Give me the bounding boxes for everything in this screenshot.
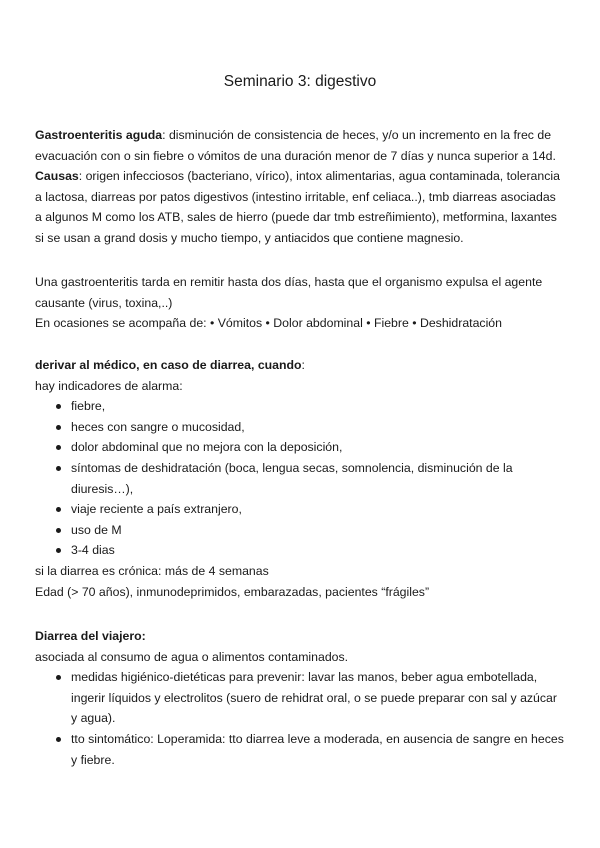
list-item: heces con sangre o mucosidad, (35, 417, 565, 438)
causes-paragraph (35, 166, 565, 248)
gastroenteritis-definition (35, 125, 565, 166)
traveler-intro: asociada al consumo de agua o alimentos contaminados. (35, 649, 349, 664)
gastroenteritis-heading: Gastroenteritis aguda (35, 128, 163, 142)
list-item: tto sintomático: Loperamida: tto diarrea leve a moderada, en ausencia de sangre en heces y fiebre. (35, 729, 565, 770)
refer-heading: derivar al médico, en caso de diarrea, cuando (35, 358, 302, 372)
refer-heading-line (35, 355, 565, 376)
gastroenteritis-section (35, 125, 565, 249)
alarm-list (35, 396, 565, 561)
list-item: medidas higiénico-dietéticas para prevenir: lavar las manos, beber agua embotellada, ingerir líquidos y electrolitos (suero de rehidrat oral, o se puede preparar con sal y azúcar y agua). (35, 667, 565, 729)
refer-section (35, 355, 565, 602)
risk-groups-note: Edad (> 70 años), inmunodeprimidos, embarazadas, pacientes “frágiles” (35, 584, 430, 599)
gastroenteritis-text: : disminución de consistencia de heces, y/o un incremento en la frec de evacuación con o sin fiebre o vómitos de una duración menor de 7 días y nunca superior a 14d. (35, 128, 556, 163)
refer-heading-suffix: : (301, 358, 305, 372)
page-title: Seminario 3: digestivo (223, 73, 377, 90)
list-item: síntomas de deshidratación (boca, lengua secas, somnolencia, disminución de la diuresis…), (35, 458, 565, 499)
symptoms-paragraph: En ocasiones se acompaña de: • Vómitos • Dolor abdominal • Fiebre • Deshidratación (35, 316, 502, 331)
list-item: 3-4 dias (35, 540, 565, 561)
traveler-heading: Diarrea del viajero: (35, 629, 146, 643)
remission-paragraph: Una gastroenteritis tarda en remitir hasta dos días, hasta que el organismo expulsa el agente causante (virus, toxina,..) (35, 275, 543, 310)
list-item: fiebre, (35, 396, 565, 417)
traveler-list (35, 667, 565, 770)
list-item: uso de M (35, 520, 565, 541)
chronic-note: si la diarrea es crónica: más de 4 semanas (35, 563, 269, 578)
causes-heading: Causas (35, 169, 79, 184)
list-item: viaje reciente a país extranjero, (35, 499, 565, 520)
remission-section (35, 272, 565, 334)
list-item: dolor abdominal que no mejora con la deposición, (35, 437, 565, 458)
refer-intro: hay indicadores de alarma: (35, 378, 183, 393)
causes-text: : origen infecciosos (bacteriano, vírico), intox alimentarias, agua contaminada, tolerancia a lactosa, diarreas por patos digestivos (intestino irritable, enf celiaca..), tmb diarreas asociadas a algunos M como los ATB, sales de hierro (puede dar tmb estreñimiento), metformina, laxantes si se usan a grand dosis y mucho tiempo, y antiacidos que contiene magnesio. (35, 169, 560, 245)
traveler-section (35, 626, 565, 770)
